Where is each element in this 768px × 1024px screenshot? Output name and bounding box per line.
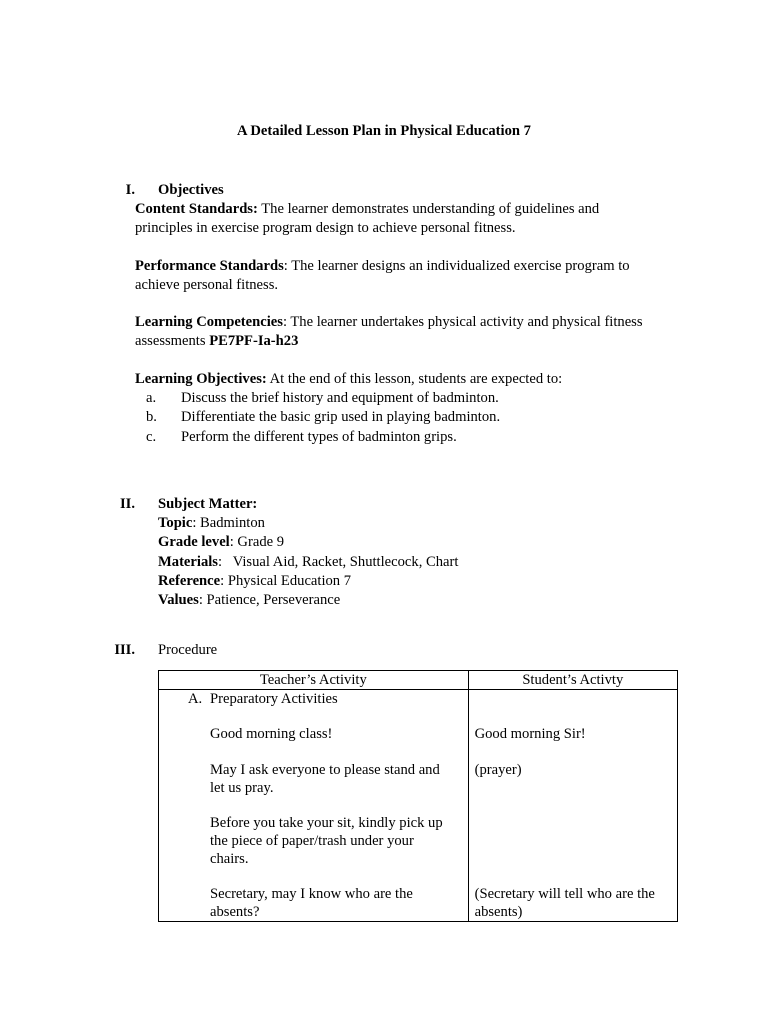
list-item-text: Discuss the brief history and equipment of badminton. <box>181 390 499 406</box>
list-item-letter: a. <box>146 390 157 406</box>
teacher-line: chairs. <box>210 851 249 867</box>
teacher-activity-cell <box>159 690 469 922</box>
procedure-table <box>158 670 678 922</box>
table-header-row <box>159 671 678 690</box>
learning-objectives-label: Learning Objectives: <box>135 371 267 387</box>
performance-standards-label: Performance Standards <box>135 258 284 274</box>
reference-line <box>158 572 351 591</box>
section-numeral-objectives: I. <box>125 182 135 198</box>
list-item-text: Differentiate the basic grip used in playing badminton. <box>181 409 501 425</box>
values-line <box>158 591 340 610</box>
materials-label: Materials <box>158 554 218 570</box>
grade-line <box>158 533 284 552</box>
grade-label: Grade level <box>158 534 230 550</box>
document-title: A Detailed Lesson Plan in Physical Education 7 <box>237 123 531 139</box>
performance-standards-text: : The learner designs an individualized exercise program to <box>283 258 630 274</box>
teacher-line: May I ask everyone to please stand and <box>210 762 440 778</box>
performance-standards-text-cont: achieve personal fitness. <box>135 277 279 293</box>
grade-value: : Grade 9 <box>229 534 285 550</box>
teacher-line: Before you take your sit, kindly pick up <box>210 815 443 831</box>
topic-label: Topic <box>158 515 193 531</box>
teacher-line: the piece of paper/trash under your <box>210 833 414 849</box>
materials-line <box>158 553 458 572</box>
reference-value: : Physical Education 7 <box>220 573 352 589</box>
learning-competencies-text-cont: assessments <box>135 333 210 349</box>
list-item-text: Perform the different types of badminton grips. <box>181 429 457 445</box>
topic-line <box>158 514 265 533</box>
content-standards <box>135 200 655 219</box>
teacher-line: let us pray. <box>210 780 274 796</box>
teacher-line: Secretary, may I know who are the <box>210 886 413 902</box>
values-value: : Patience, Perseverance <box>198 592 341 608</box>
topic-value: : Badminton <box>192 515 265 531</box>
section-numeral-procedure: III. <box>114 642 135 658</box>
student-activity-header: Student’s Activty <box>468 671 677 690</box>
learning-competencies-text: : The learner undertakes physical activity and physical fitness <box>282 314 643 330</box>
learning-competencies-label: Learning Competencies <box>135 314 283 330</box>
learning-competencies-cont <box>135 332 298 351</box>
teacher-line: absents? <box>210 904 260 920</box>
subheading-letter: A. <box>188 691 203 707</box>
section-heading-objectives: Objectives <box>158 182 224 198</box>
content-standards-text-cont: principles in exercise program design to achieve personal fitness. <box>135 220 516 236</box>
values-label: Values <box>158 592 199 608</box>
student-activity-cell <box>468 690 677 922</box>
list-item-letter: c. <box>146 429 157 445</box>
competency-code: PE7PF-Ia-h23 <box>209 333 299 349</box>
learning-objectives-text: At the end of this lesson, students are expected to: <box>266 371 563 387</box>
section-heading-subject-matter: Subject Matter: <box>158 496 258 512</box>
table-row <box>159 690 678 922</box>
section-heading-procedure: Procedure <box>158 642 218 658</box>
subheading: Preparatory Activities <box>210 691 338 707</box>
performance-standards <box>135 257 630 276</box>
materials-value: : Visual Aid, Racket, Shuttlecock, Chart <box>217 554 459 570</box>
student-line: (Secretary will tell who are the <box>474 886 655 902</box>
teacher-activity-header: Teacher’s Activity <box>159 671 469 690</box>
content-standards-text: The learner demonstrates understanding of guidelines and <box>261 201 600 217</box>
student-line: absents) <box>474 904 523 920</box>
learning-competencies <box>135 313 643 332</box>
learning-objectives <box>135 370 562 389</box>
list-item-letter: b. <box>146 409 157 425</box>
content-standards-label: Content Standards: <box>135 201 258 217</box>
student-line: (prayer) <box>474 762 522 778</box>
section-numeral-subject-matter: II. <box>119 496 135 512</box>
student-line: Good morning Sir! <box>474 726 586 742</box>
reference-label: Reference <box>158 573 221 589</box>
teacher-line: Good morning class! <box>210 726 333 742</box>
